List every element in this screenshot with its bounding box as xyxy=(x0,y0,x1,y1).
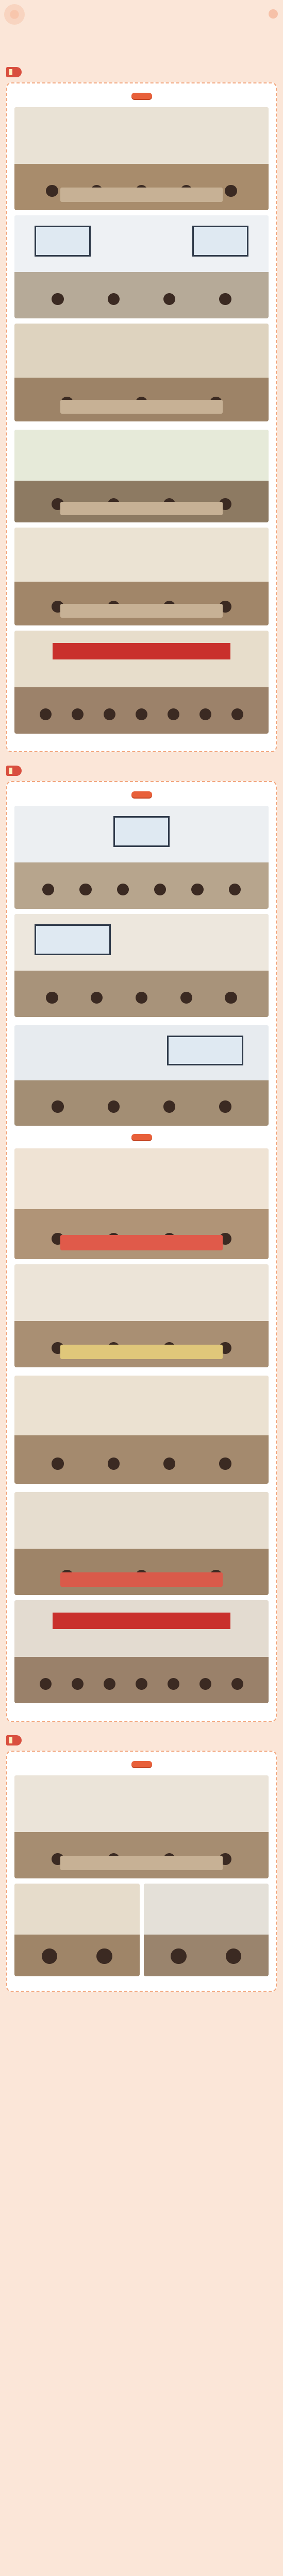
section-2-chip-1 xyxy=(131,791,152,798)
photo-section-2-group xyxy=(14,1600,269,1703)
photo-pair xyxy=(14,1884,269,1976)
section-2-card xyxy=(6,781,277,1722)
photo-audience xyxy=(14,914,269,1017)
section-3-card xyxy=(6,1751,277,1992)
section-3-banner xyxy=(6,1735,22,1745)
photo-speaker xyxy=(14,1025,269,1126)
section-2-chip-2 xyxy=(131,1134,152,1140)
photo-volunteers xyxy=(14,215,269,318)
section-3 xyxy=(6,1735,277,1992)
article-header xyxy=(0,0,283,67)
photo-craft-table xyxy=(14,1264,269,1367)
section-2-banner xyxy=(6,766,22,776)
photo-craft-activity xyxy=(14,1148,269,1259)
section-1-card xyxy=(6,82,277,752)
photo-group-picture xyxy=(14,631,269,734)
photo-calligraphy-class xyxy=(14,107,269,210)
photo-volunteer-guidance xyxy=(14,528,269,625)
photo-crafts-closeup xyxy=(14,1492,269,1595)
section-1-chip xyxy=(131,93,152,99)
photo-elderly-writing xyxy=(14,324,269,421)
section-1 xyxy=(6,67,277,752)
banner-marker-icon xyxy=(9,768,12,774)
banner-marker-icon xyxy=(9,69,12,75)
photo-section-3-left xyxy=(14,1884,140,1976)
decorative-circle-icon xyxy=(4,4,25,25)
photo-lecture-hall xyxy=(14,806,269,909)
photo-showing-crafts xyxy=(14,1376,269,1484)
photo-section-3-right xyxy=(144,1884,269,1976)
section-1-banner xyxy=(6,67,22,77)
decorative-dot-icon xyxy=(269,9,278,19)
photo-section-3-activity xyxy=(14,1775,269,1878)
photo-painting-session xyxy=(14,430,269,522)
section-2 xyxy=(6,766,277,1722)
banner-marker-icon xyxy=(9,1737,12,1743)
section-3-chip xyxy=(131,1761,152,1767)
